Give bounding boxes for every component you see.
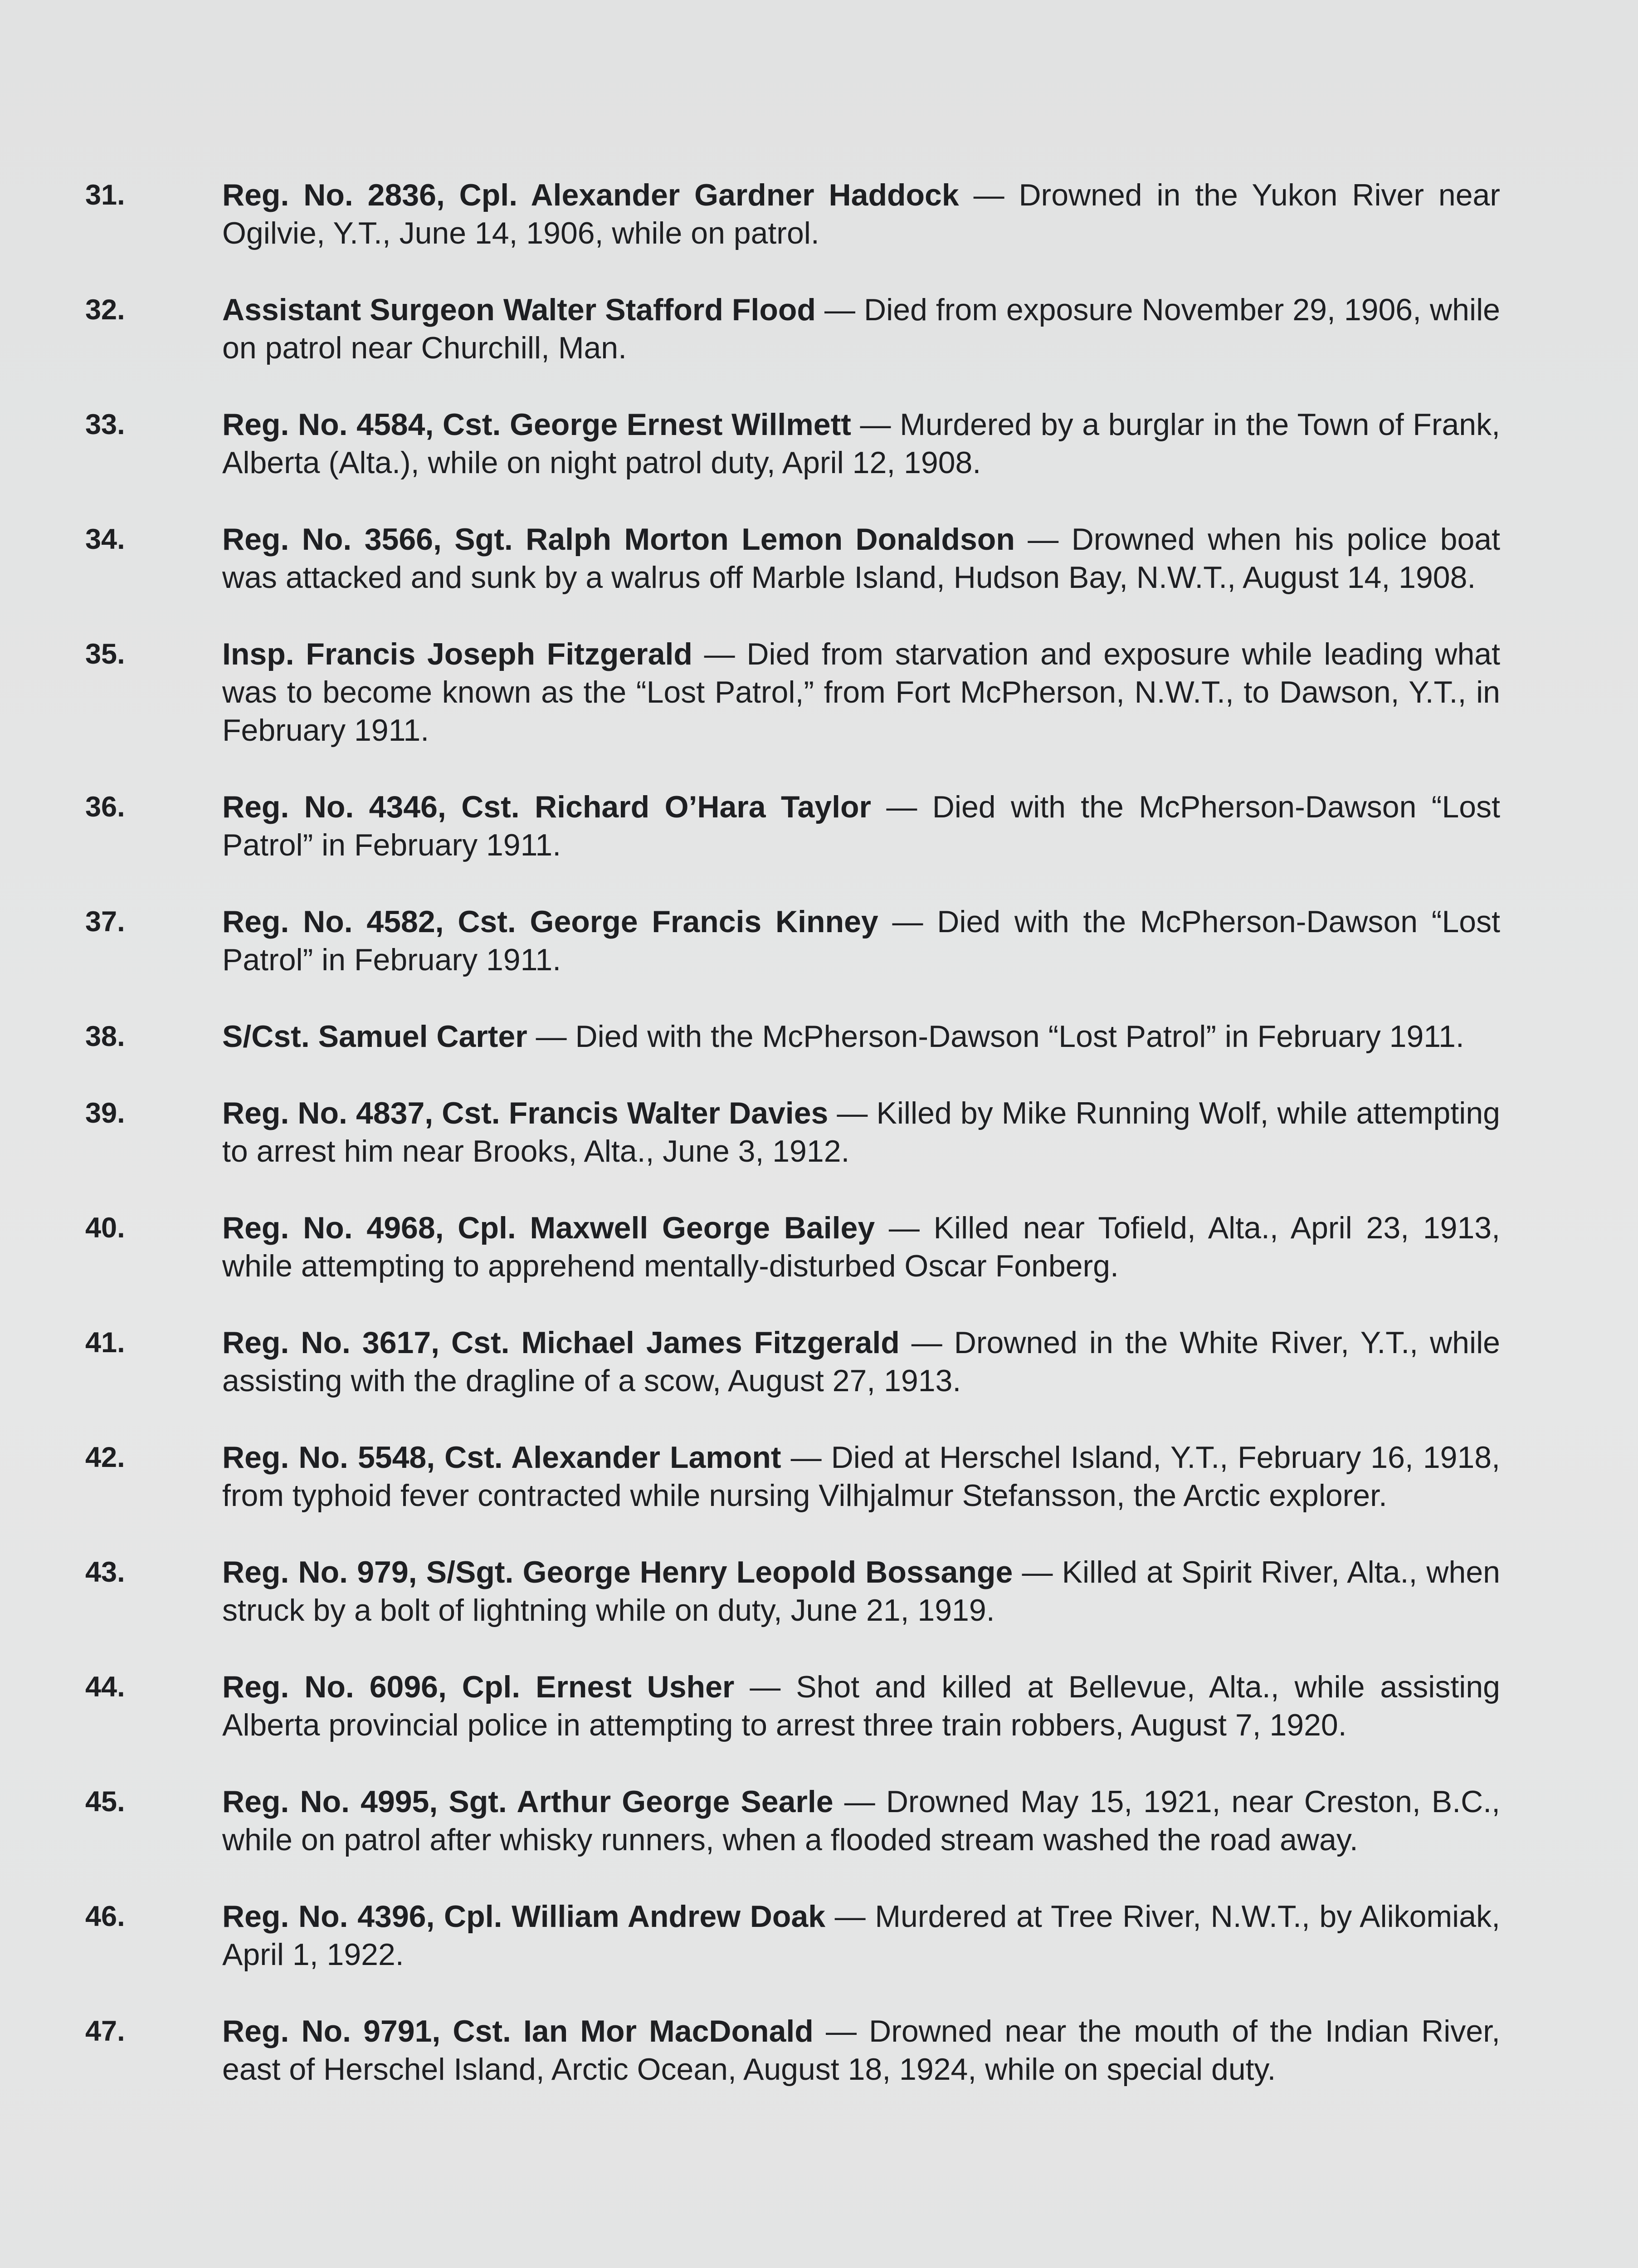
death-description: Drowned in the Yukon River near Ogilvie, Y.T., June 14, 1906, while on patrol. [222, 178, 1500, 250]
entry-number: 36. [85, 791, 125, 823]
member-name: Reg. No. 4396, Cpl. William Andrew Doak [222, 1899, 826, 1934]
entry-number: 39. [85, 1097, 125, 1129]
em-dash-separator: — [878, 904, 937, 939]
member-name: Reg. No. 5548, Cst. Alexander Lamont [222, 1440, 781, 1475]
death-description: Drowned when his police boat was attacked and sunk by a walrus off Marble Island, Hudson Bay, N.W.T., August 14, 1908. [222, 522, 1500, 595]
entry-number: 31. [85, 179, 125, 211]
member-name: Reg. No. 3617, Cst. Michael James Fitzgerald [222, 1325, 900, 1360]
list-item [85, 1897, 1500, 1974]
list-item [85, 1209, 1500, 1285]
death-description: Died at Herschel Island, Y.T., February 16, 1918, from typhoid fever contracted while nursing Vilhjalmur Stefansson, the Arctic explorer. [222, 1440, 1501, 1513]
em-dash-separator: — [871, 790, 932, 824]
em-dash-separator: — [781, 1440, 831, 1475]
em-dash-separator: — [527, 1019, 575, 1054]
entry-number: 41. [85, 1327, 125, 1359]
entry-number: 42. [85, 1442, 125, 1473]
entry-number: 34. [85, 523, 125, 555]
member-name: S/Cst. Samuel Carter [222, 1019, 527, 1054]
entry-text [222, 176, 1500, 252]
death-description: Killed near Tofield, Alta., April 23, 1913, while attempting to apprehend mentally-disturbed Oscar Fonberg. [222, 1211, 1500, 1283]
list-item [85, 1017, 1500, 1056]
list-item [85, 1438, 1500, 1515]
death-description: Died from exposure November 29, 1906, while on patrol near Churchill, Man. [222, 293, 1500, 365]
entry-number: 47. [85, 2015, 125, 2047]
death-description: Died from starvation and exposure while leading what was to become known as the “Lost Patrol,” from Fort McPherson, N.W.T., to Dawson, Y.T., in February 1911. [222, 637, 1500, 748]
em-dash-separator: — [1013, 1555, 1062, 1589]
entry-number: 46. [85, 1901, 125, 1932]
em-dash-separator: — [875, 1211, 934, 1245]
member-name: Insp. Francis Joseph Fitzgerald [222, 637, 692, 671]
entry-text [222, 1017, 1500, 1056]
entry-number: 33. [85, 409, 125, 440]
death-description: Drowned May 15, 1921, near Creston, B.C., while on patrol after whisky runners, when a flooded stream washed the road away. [222, 1784, 1500, 1857]
entry-number: 40. [85, 1212, 125, 1244]
entry-number: 45. [85, 1786, 125, 1818]
member-name: Reg. No. 4837, Cst. Francis Walter Davies [222, 1096, 829, 1130]
em-dash-separator: — [815, 293, 864, 327]
em-dash-separator: — [1014, 522, 1072, 557]
list-item [85, 1324, 1500, 1400]
entry-text [222, 406, 1500, 482]
entry-number: 32. [85, 294, 125, 326]
em-dash-separator: — [692, 637, 747, 671]
member-name: Reg. No. 4584, Cst. George Ernest Willmett [222, 407, 851, 442]
death-description: Drowned near the mouth of the Indian River, east of Herschel Island, Arctic Ocean, August 18, 1924, while on special duty. [222, 2014, 1501, 2087]
entry-number: 37. [85, 906, 125, 938]
entry-text [222, 1783, 1500, 1859]
honour-roll-list [85, 176, 1500, 2127]
death-description: Died with the McPherson-Dawson “Lost Patrol” in February 1911. [222, 790, 1500, 862]
death-description: Killed by Mike Running Wolf, while attempting to arrest him near Brooks, Alta., June 3, 1912. [222, 1096, 1500, 1168]
entry-text [222, 1897, 1500, 1974]
member-name: Reg. No. 3566, Sgt. Ralph Morton Lemon Donaldson [222, 522, 1015, 557]
entry-text [222, 903, 1500, 979]
death-description: Shot and killed at Bellevue, Alta., while assisting Alberta provincial police in attempting to arrest three train robbers, August 7, 1920. [222, 1670, 1500, 1742]
member-name: Reg. No. 4995, Sgt. Arthur George Searle [222, 1784, 834, 1819]
em-dash-separator: — [734, 1670, 796, 1704]
entry-number: 44. [85, 1671, 125, 1703]
member-name: Reg. No. 6096, Cpl. Ernest Usher [222, 1670, 735, 1704]
entry-text [222, 635, 1500, 749]
member-name: Assistant Surgeon Walter Stafford Flood [222, 293, 816, 327]
entry-text [222, 1209, 1500, 1285]
entry-text [222, 1438, 1500, 1515]
entry-text [222, 291, 1500, 367]
death-description: Died with the McPherson-Dawson “Lost Patrol” in February 1911. [222, 904, 1500, 977]
death-description: Drowned in the White River, Y.T., while assisting with the dragline of a scow, August 27, 1913. [222, 1325, 1500, 1398]
list-item [85, 406, 1500, 482]
entry-number: 38. [85, 1021, 125, 1052]
member-name: Reg. No. 4968, Cpl. Maxwell George Bailey [222, 1211, 875, 1245]
em-dash-separator: — [825, 1899, 875, 1934]
em-dash-separator: — [828, 1096, 877, 1130]
entry-text [222, 1553, 1500, 1629]
list-item [85, 1668, 1500, 1744]
member-name: Reg. No. 4346, Cst. Richard O’Hara Taylor [222, 790, 871, 824]
list-item [85, 176, 1500, 252]
list-item [85, 2012, 1500, 2088]
em-dash-separator: — [813, 2014, 869, 2048]
em-dash-separator: — [899, 1325, 954, 1360]
list-item [85, 903, 1500, 979]
list-item [85, 1553, 1500, 1629]
em-dash-separator: — [959, 178, 1019, 212]
entry-number: 35. [85, 638, 125, 670]
entry-text [222, 520, 1500, 596]
list-item [85, 1783, 1500, 1859]
member-name: Reg. No. 9791, Cst. Ian Mor MacDonald [222, 2014, 814, 2048]
death-description: Murdered at Tree River, N.W.T., by Alikomiak, April 1, 1922. [222, 1899, 1500, 1972]
entry-number: 43. [85, 1556, 125, 1588]
entry-text [222, 2012, 1500, 2088]
em-dash-separator: — [833, 1784, 886, 1819]
death-description: Murdered by a burglar in the Town of Frank, Alberta (Alta.), while on night patrol duty, April 12, 1908. [222, 407, 1500, 480]
member-name: Reg. No. 979, S/Sgt. George Henry Leopold Bossange [222, 1555, 1013, 1589]
entry-text [222, 788, 1500, 864]
list-item [85, 788, 1500, 864]
entry-text [222, 1094, 1500, 1170]
member-name: Reg. No. 2836, Cpl. Alexander Gardner Haddock [222, 178, 959, 212]
member-name: Reg. No. 4582, Cst. George Francis Kinney [222, 904, 878, 939]
list-item [85, 635, 1500, 749]
entry-text [222, 1668, 1500, 1744]
em-dash-separator: — [851, 407, 900, 442]
list-item [85, 291, 1500, 367]
entry-text [222, 1324, 1500, 1400]
death-description: Died with the McPherson-Dawson “Lost Patrol” in February 1911. [575, 1019, 1464, 1054]
death-description: Killed at Spirit River, Alta., when struck by a bolt of lightning while on duty, June 21, 1919. [222, 1555, 1500, 1628]
list-item [85, 1094, 1500, 1170]
list-item [85, 520, 1500, 596]
